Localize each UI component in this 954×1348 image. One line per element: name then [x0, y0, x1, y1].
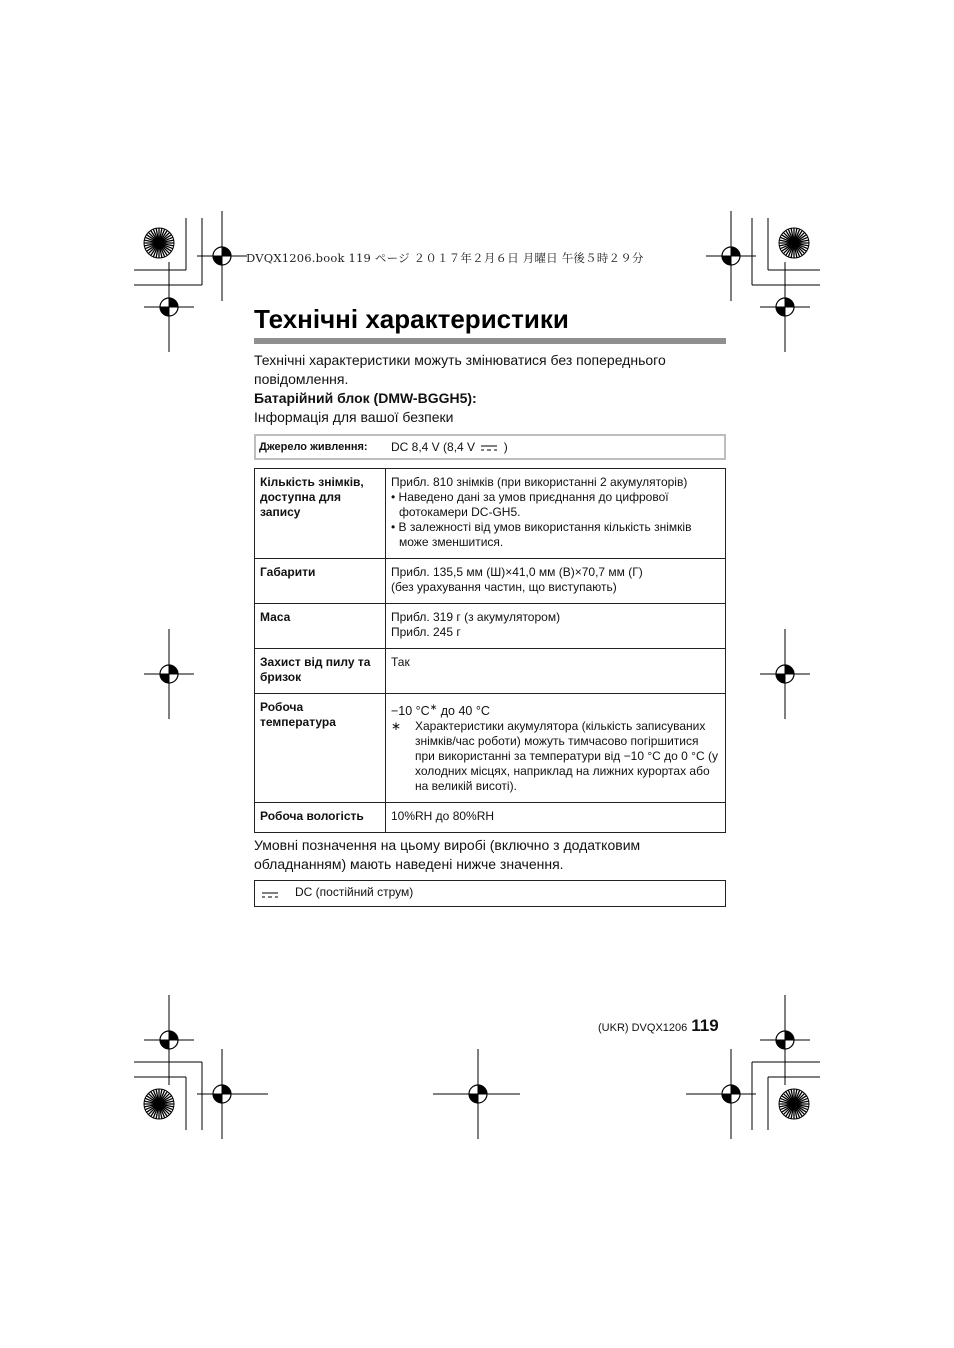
symbols-intro: Умовні позначення на цьому виробі (включно з додатковим обладнанням) мають наведені нижче значення. — [254, 837, 641, 872]
spec-label: Робоча вологість — [255, 803, 386, 833]
dimensions-value: Прибл. 135,5 мм (Ш)×41,0 мм (В)×70,7 мм (Г) — [391, 565, 643, 579]
shots-bullet: • В залежності від умов використання кількість знімків може зменшитися. — [391, 520, 720, 550]
spec-label: Габарити — [255, 559, 386, 604]
table-row — [255, 469, 726, 559]
intro-notice: Технічні характеристики можуть змінюватися без попереднього повідомлення. — [254, 352, 666, 387]
title-underline — [254, 338, 726, 344]
document-code: (UKR) DVQX1206 — [598, 1022, 688, 1034]
symbol-legend — [254, 880, 726, 907]
footnote-marker: ∗ — [391, 719, 402, 734]
shots-value: Прибл. 810 знімків (при використанні 2 акумуляторів) — [391, 475, 688, 489]
power-source-box — [254, 434, 726, 460]
footnote-marker: ∗ — [429, 702, 438, 712]
spec-table — [254, 468, 726, 833]
product-name: Батарійний блок (DMW-BGGH5): — [254, 390, 477, 406]
power-source-value — [391, 440, 508, 454]
temperature-min: −10 °C — [391, 704, 430, 719]
table-row — [255, 803, 726, 833]
page-footer — [598, 1016, 719, 1036]
page-number: 119 — [691, 1016, 719, 1035]
spec-value — [386, 469, 726, 559]
power-source-label: Джерело живлення: — [259, 441, 368, 453]
power-value-suffix: ) — [503, 440, 508, 454]
page-title: Технічні характеристики — [254, 304, 569, 334]
print-header: DVQX1206.book 119 ページ ２０１７年２月６日 月曜日 午後５時２９分 — [246, 251, 644, 265]
footnote-text: Характеристики акумулятора (кількість записуваних знімків/час роботи) можуть тимчасово погіршитися при використанні за температури від −10 °C до 0 °C (у холодних місцях, наприклад на лижних курортах або на великій висоті). — [415, 719, 718, 794]
spec-label: Захист від пилу та бризок — [255, 649, 386, 694]
safety-heading: Інформація для вашої безпеки — [254, 409, 454, 425]
spec-value — [386, 694, 726, 803]
intro-text — [254, 351, 724, 427]
temperature-value — [391, 700, 720, 719]
spec-value — [386, 604, 726, 649]
spec-label: Кількість знімків, доступна для запису — [255, 469, 386, 559]
spec-label: Робоча температура — [255, 694, 386, 803]
spec-label: Маса — [255, 604, 386, 649]
table-row — [255, 604, 726, 649]
dc-symbol-icon — [480, 444, 498, 452]
table-row — [255, 649, 726, 694]
spec-value — [386, 559, 726, 604]
power-value-prefix: DC 8,4 V (8,4 V — [391, 440, 476, 454]
dc-symbol-icon — [261, 890, 279, 900]
shots-bullet: • Наведено дані за умов приєднання до цифрової фотокамери DC-GH5. — [391, 490, 720, 520]
spec-value: Так — [386, 649, 726, 694]
dimensions-note: (без урахування частин, що виступають) — [391, 580, 617, 594]
table-row — [255, 559, 726, 604]
temperature-footnote — [391, 719, 720, 794]
temperature-max: до 40 °C — [437, 704, 490, 719]
symbol-meaning: DC (постійний струм) — [295, 885, 414, 899]
mass-value: Прибл. 319 г (з акумулятором) — [391, 610, 561, 624]
spec-value: 10%RH до 80%RH — [386, 803, 726, 833]
table-row — [255, 694, 726, 803]
mass-value: Прибл. 245 г — [391, 625, 461, 639]
